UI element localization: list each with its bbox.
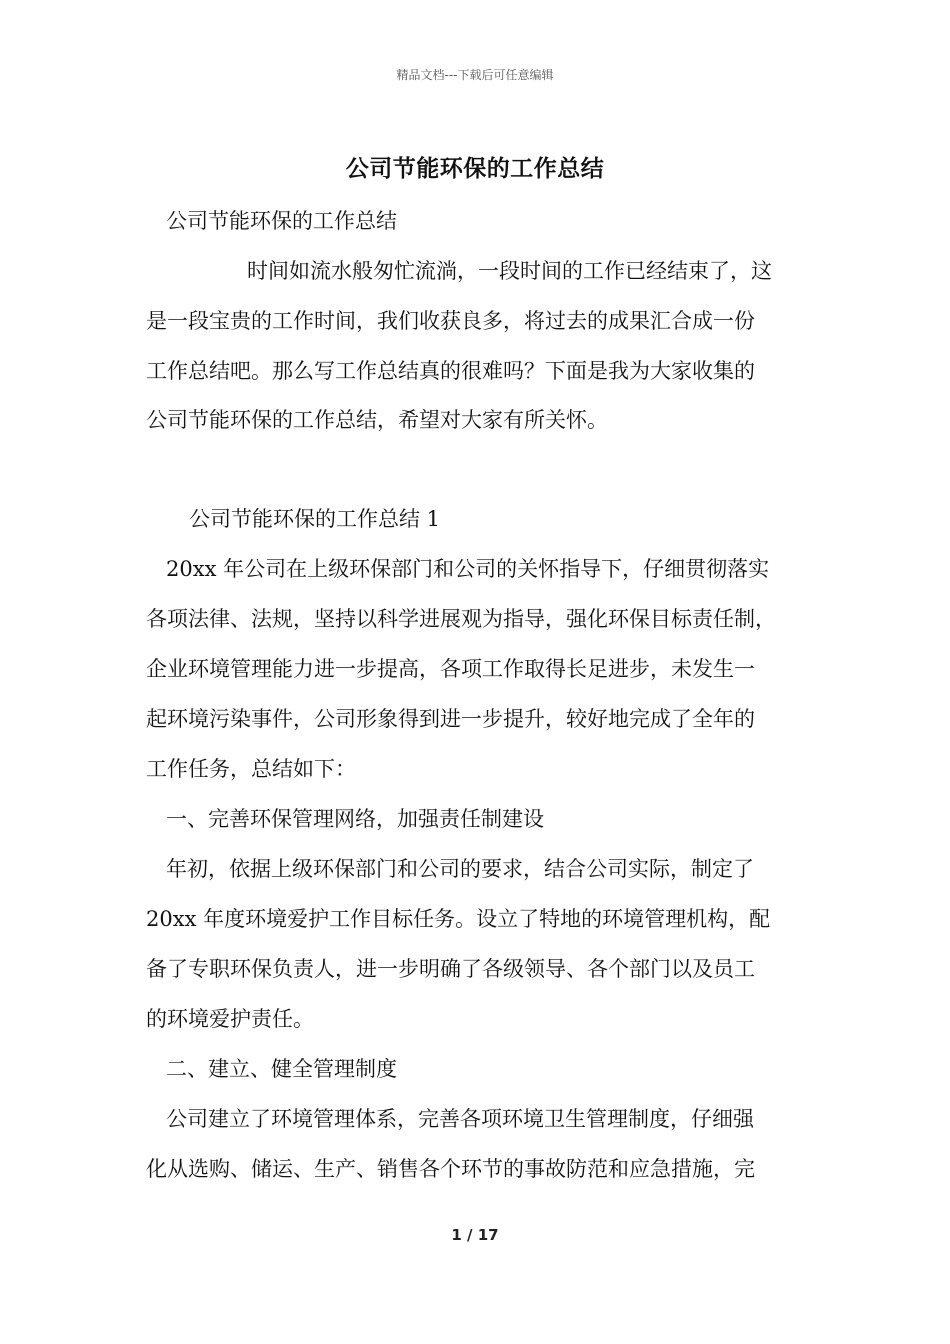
- paragraph-line: 时间如流水般匆忙流淌，一段时间的工作已经结束了，这: [247, 259, 772, 283]
- paragraph-line: 各项法律、法规，坚持以科学进展观为指导，强化环保目标责任制，: [146, 607, 776, 631]
- paragraph-line: 企业环境管理能力进一步提高，各项工作取得长足进步，未发生一: [146, 657, 755, 681]
- paragraph-line: 20xx 年公司在上级环保部门和公司的关怀指导下，仔细贯彻落实: [166, 557, 770, 581]
- paragraph-line: 公司建立了环境管理体系，完善各项环境卫生管理制度，仔细强: [166, 1107, 754, 1131]
- subtitle-line: 公司节能环保的工作总结: [166, 209, 397, 233]
- header-note: 精品文档---下载后可任意编辑: [396, 68, 554, 82]
- paragraph-line: 工作任务，总结如下：: [146, 757, 356, 781]
- paragraph-line: 起环境污染事件，公司形象得到进一步提升，较好地完成了全年的: [146, 707, 755, 731]
- paragraph-line: 的环境爱护责任。: [146, 1007, 314, 1031]
- paragraph-line: 化从选购、储运、生产、销售各个环节的事故防范和应急措施，完: [146, 1157, 755, 1181]
- section-heading: 公司节能环保的工作总结 1: [189, 507, 441, 531]
- paragraph-line: 20xx 年度环境爱护工作目标任务。设立了特地的环境管理机构，配: [146, 907, 771, 931]
- paragraph-line: 公司节能环保的工作总结，希望对大家有所关怀。: [146, 408, 608, 432]
- section-heading: 二、建立、健全管理制度: [166, 1057, 397, 1081]
- paragraph-line: 备了专职环保负责人，进一步明确了各级领导、各个部门以及员工: [146, 957, 755, 981]
- paragraph-line: 年初，依据上级环保部门和公司的要求，结合公司实际，制定了: [166, 857, 754, 881]
- page-number: 1 / 17: [451, 1226, 499, 1244]
- paragraph-line: 工作总结吧。那么写工作总结真的很难吗？下面是我为大家收集的: [146, 359, 755, 383]
- section-heading: 一、完善环保管理网络，加强责任制建设: [166, 807, 544, 831]
- paragraph-line: 是一段宝贵的工作时间，我们收获良多，将过去的成果汇合成一份: [146, 309, 755, 333]
- document-title: 公司节能环保的工作总结: [345, 155, 605, 182]
